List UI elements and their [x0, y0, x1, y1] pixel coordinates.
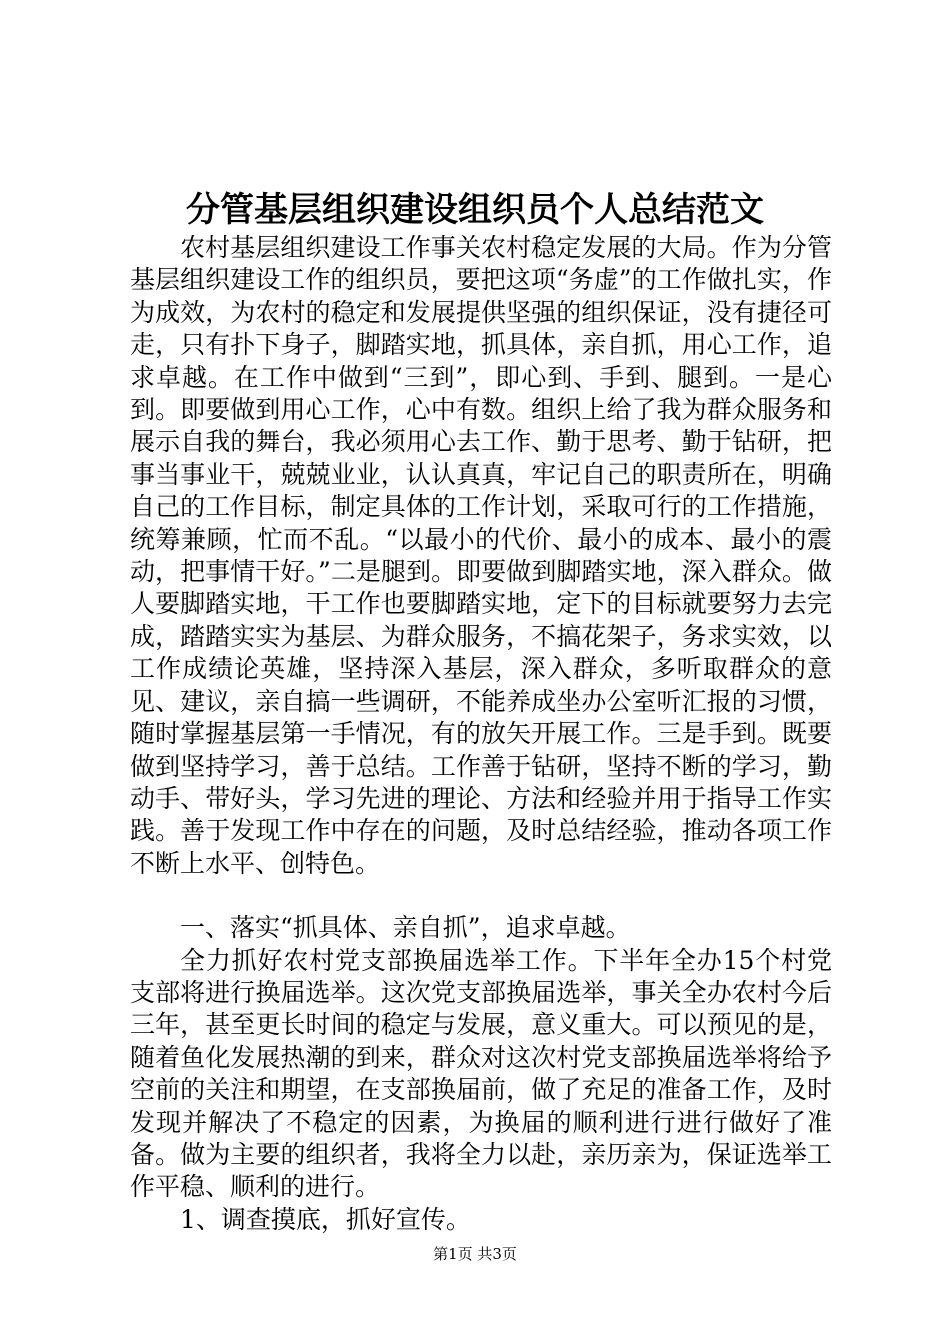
document-body — [130, 232, 832, 1236]
section-heading-1: 一、落实“抓具体、亲自抓”，追求卓越。 — [180, 913, 631, 943]
page-footer: 第1页 共3页 — [433, 1245, 517, 1263]
subheading-1: 1、调查摸底，抓好宣传。 — [180, 1204, 471, 1234]
paragraph-intro: 农村基层组织建设工作事关农村稳定发展的大局。作为分管基层组织建设工作的组织员，要把这项“务虚”的工作做扎实，作为成效，为农村的稳定和发展提供坚强的组织保证，没有捷径可走，只有扑下身子，脚踏实地，抓具体，亲自抓，用心工作，追求卓越。在工作中做到“三到”，即心到、手到、腿到。一是心到。即要做到用心工作，心中有数。组织上给了我为群众服务和展示自我的舞台，我必须用心去工作、勤于思考、勤于钻研，把事当事业干，兢兢业业，认认真真，牢记自己的职责所在，明确自己的工作目标，制定具体的工作计划，采取可行的工作措施，统筹兼顾，忙而不乱。“以最小的代价、最小的成本、最小的震动，把事情干好。”二是腿到。即要做到脚踏实地，深入群众。做人要脚踏实地，干工作也要脚踏实地，定下的目标就要努力去完成，踏踏实实为基层、为群众服务，不搞花架子，务求实效，以工作成绩论英雄，坚持深入基层，深入群众，多听取群众的意见、建议，亲自搞一些调研，不能养成坐办公室听汇报的习惯，随时掌握基层第一手情况，有的放矢开展工作。三是手到。既要做到坚持学习，善于总结。工作善于钻研，坚持不断的学习，勤动手、带好头，学习先进的理论、方法和经验并用于指导工作实践。善于发现工作中存在的问题，及时总结经验，推动各项工作不断上水平、创特色。 — [130, 233, 832, 878]
document-title: 分管基层组织建设组织员个人总结范文 — [186, 190, 764, 230]
paragraph-election: 全力抓好农村党支部换届选举工作。下半年全办15个村党支部将进行换届选举。这次党支部换届选举，事关全办农村今后三年，甚至更长时间的稳定与发展，意义重大。可以预见的是，随着鱼化发展热潮的到来，群众对这次村党支部换届选举将给予空前的关注和期望，在支部换届前，做了充足的准备工作，及时发现并解决了不稳定的因素，为换届的顺利进行进行做好了准备。做为主要的组织者，我将全力以赴，亲历亲为，保证选举工作平稳、顺利的进行。 — [130, 945, 832, 1202]
